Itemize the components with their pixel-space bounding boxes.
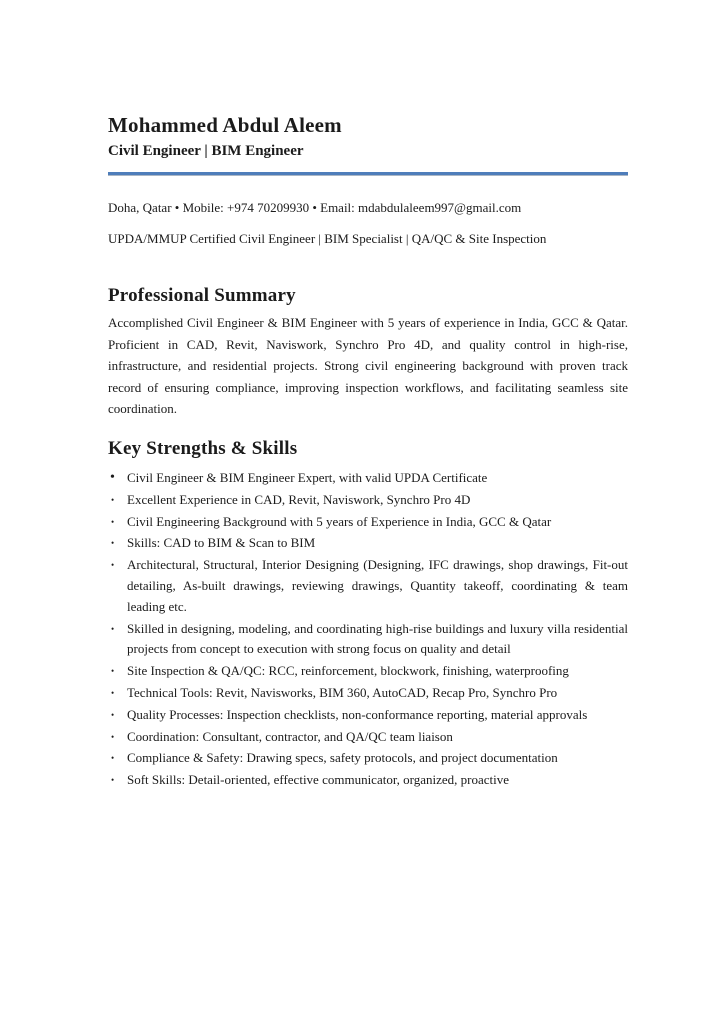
skill-item-text: Architectural, Structural, Interior Designing (Designing, IFC drawings, shop drawings, Fit-out detailing, As-built drawings, reviewing drawings, Quantity takeoff, coordinating & team leading etc. (127, 557, 628, 614)
skill-item-text: Civil Engineering Background with 5 years of Experience in India, GCC & Qatar (127, 513, 552, 529)
skills-list (108, 468, 628, 791)
skill-item-text: Excellent Experience in CAD, Revit, Naviswork, Synchro Pro 4D (127, 491, 471, 507)
candidate-name: Mohammed Abdul Aleem (108, 113, 342, 137)
bullet-icon: • (111, 775, 115, 786)
bullet-icon: • (111, 560, 115, 571)
skill-item (108, 468, 628, 489)
skill-item (108, 770, 628, 791)
bullet-icon: • (111, 494, 115, 505)
resume-content (108, 112, 628, 792)
skill-item-text: Soft Skills: Detail-oriented, effective communicator, organized, proactive (127, 772, 510, 788)
bullet-icon: • (111, 516, 115, 527)
skill-item (108, 705, 628, 726)
skill-item-text: Skilled in designing, modeling, and coordinating high-rise buildings and luxury villa residential projects from concept to execution with strong focus on quality and detail (127, 620, 628, 657)
skill-item (108, 661, 628, 682)
section-heading-professional-summary: Professional Summary (108, 285, 296, 306)
skill-item-text: Technical Tools: Revit, Navisworks, BIM 360, AutoCAD, Recap Pro, Synchro Pro (127, 684, 558, 700)
skill-item (108, 555, 628, 617)
bullet-icon: • (111, 709, 115, 720)
bullet-icon: • (111, 687, 115, 698)
skill-item-text: Skills: CAD to BIM & Scan to BIM (127, 535, 316, 551)
certification-line: UPDA/MMUP Certified Civil Engineer | BIM Specialist | QA/QC & Site Inspection (108, 231, 547, 246)
header-divider-line (108, 172, 628, 175)
bullet-icon: • (111, 666, 115, 677)
bullet-icon: • (111, 538, 115, 549)
bullet-icon: • (111, 731, 115, 742)
professional-summary-paragraph: Accomplished Civil Engineer & BIM Engineer with 5 years of experience in India, GCC & Qatar. Proficient in CAD, Revit, Naviswork, Synchro Pro 4D, and quality control in high-rise, infrastructure, and residential projects. Strong civil engineering background with proven track record of ensuring compliance, improving inspection workflows, and facilitating seamless site coordination. (108, 315, 628, 417)
skill-item (108, 748, 628, 769)
section-heading-key-strengths-skills: Key Strengths & Skills (108, 437, 298, 459)
bullet-icon: • (110, 469, 115, 485)
bullet-icon: • (111, 753, 115, 764)
skill-item (108, 490, 628, 511)
skill-item-text: Compliance & Safety: Drawing specs, safety protocols, and project documentation (127, 750, 558, 766)
contact-line: Doha, Qatar • Mobile: +974 70209930 • Email: mdabdulaleem997@gmail.com (108, 200, 522, 215)
skill-item-text: Site Inspection & QA/QC: RCC, reinforcement, blockwork, finishing, waterproofing (127, 663, 569, 679)
candidate-job-title: Civil Engineer | BIM Engineer (108, 143, 304, 159)
skill-item-text: Quality Processes: Inspection checklists, non-conformance reporting, material approvals (127, 706, 588, 722)
skill-item (108, 533, 628, 554)
skill-item (108, 512, 628, 533)
skill-item-text: Civil Engineer & BIM Engineer Expert, with valid UPDA Certificate (127, 469, 488, 485)
bullet-icon: • (111, 623, 115, 634)
skill-item (108, 683, 628, 704)
skill-item (108, 727, 628, 748)
skill-item (108, 619, 628, 661)
skill-item-text: Coordination: Consultant, contractor, and QA/QC team liaison (127, 728, 453, 744)
